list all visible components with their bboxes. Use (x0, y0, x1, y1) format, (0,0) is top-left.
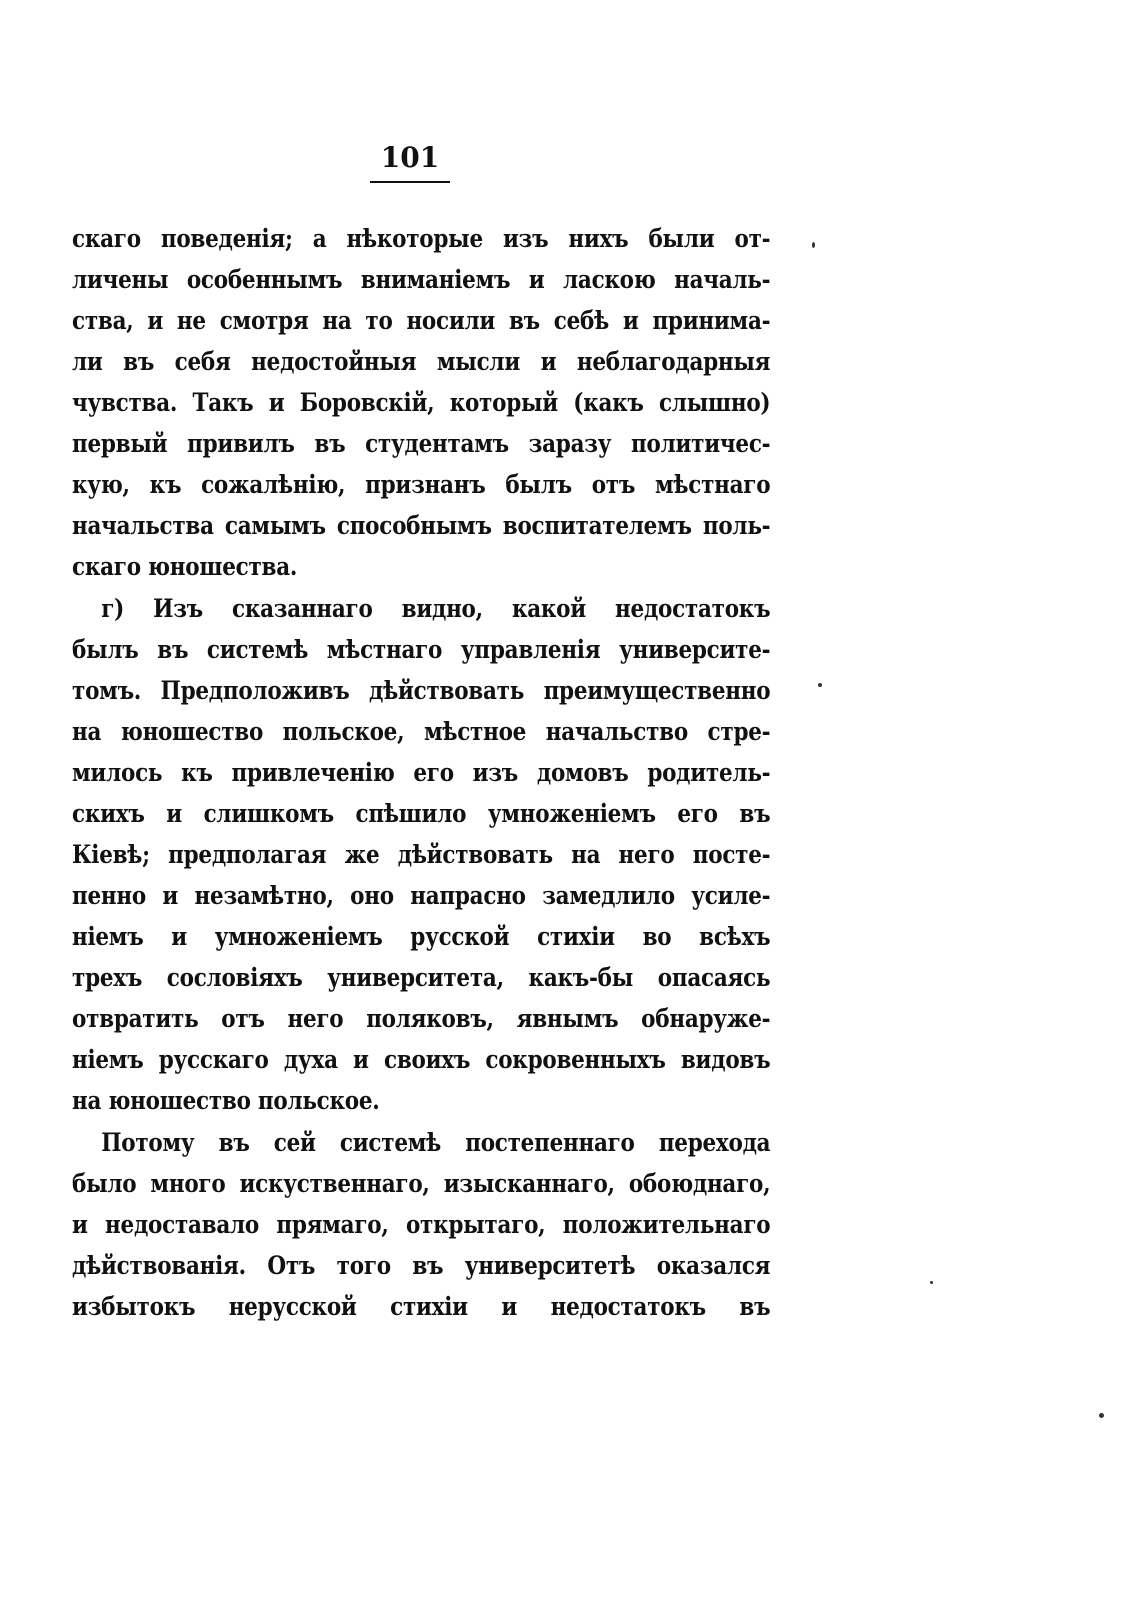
text-line: былъ въ системѣ мѣстнаго управленія университе- (72, 635, 771, 664)
text-line: Кіевѣ; предполагая же дѣйствовать на него посте- (72, 840, 771, 869)
text-line: ства, и не смотря на то носили въ себѣ и принима- (72, 306, 771, 335)
text-line: избытокъ нерусской стихіи и недостатокъ въ (72, 1292, 771, 1321)
text-line: личены особеннымъ вниманіемъ и ласкою началь- (72, 265, 771, 294)
text-line: милось къ привлеченію его изъ домовъ родитель- (72, 758, 771, 787)
page-number: 101 (380, 141, 440, 174)
paragraph-2 (72, 588, 772, 1121)
text-line: на юношество польское, мѣстное начальство стре- (72, 717, 771, 746)
text-line: г) Изъ сказаннаго видно, какой недостатокъ (101, 594, 771, 623)
text-line: кую, къ сожалѣнію, признанъ былъ отъ мѣстнаго (72, 470, 771, 499)
scan-speck (818, 683, 822, 687)
scan-speck (1099, 1413, 1104, 1418)
text-line: ніемъ русскаго духа и своихъ сокровенныхъ видовъ (72, 1045, 771, 1074)
text-line: трехъ сословіяхъ университета, какъ-бы опасаясь (72, 963, 771, 992)
text-line: дѣйствованія. Отъ того въ университетѣ оказался (72, 1251, 771, 1280)
text-line: ли въ себя недостойныя мысли и неблагодарныя (72, 347, 771, 376)
text-line: первый привилъ въ студентамъ заразу политичес- (72, 429, 771, 458)
text-line: и недоставало прямаго, открытаго, положительнаго (72, 1210, 771, 1239)
text-line: отвратить отъ него поляковъ, явнымъ обнаруже- (72, 1004, 771, 1033)
text-line: чувства. Такъ и Боровскій, который (какъ слышно) (72, 388, 771, 417)
text-line: было много искуственнаго, изысканнаго, обоюднаго, (72, 1169, 771, 1198)
scan-speck (812, 242, 815, 248)
text-line: пенно и незамѣтно, оно напрасно замедлило усиле- (72, 881, 771, 910)
paragraph-1 (72, 218, 772, 587)
text-line: скаго поведенія; а нѣкоторые изъ нихъ были от- (72, 224, 771, 253)
text-line: томъ. Предположивъ дѣйствовать преимущественно (72, 676, 771, 705)
page-number-rule (370, 181, 450, 183)
text-line: скаго юношества. (72, 552, 298, 581)
paragraph-3 (72, 1122, 772, 1327)
scan-speck (930, 1281, 933, 1284)
text-line: Потому въ сей системѣ постепеннаго перехода (101, 1128, 771, 1157)
text-line: скихъ и слишкомъ спѣшило умноженіемъ его въ (72, 799, 771, 828)
text-line: ніемъ и умноженіемъ русской стихіи во всѣхъ (72, 922, 771, 951)
text-line: начальства самымъ способнымъ воспитателемъ поль- (72, 511, 771, 540)
text-line: на юношество польское. (72, 1086, 380, 1115)
